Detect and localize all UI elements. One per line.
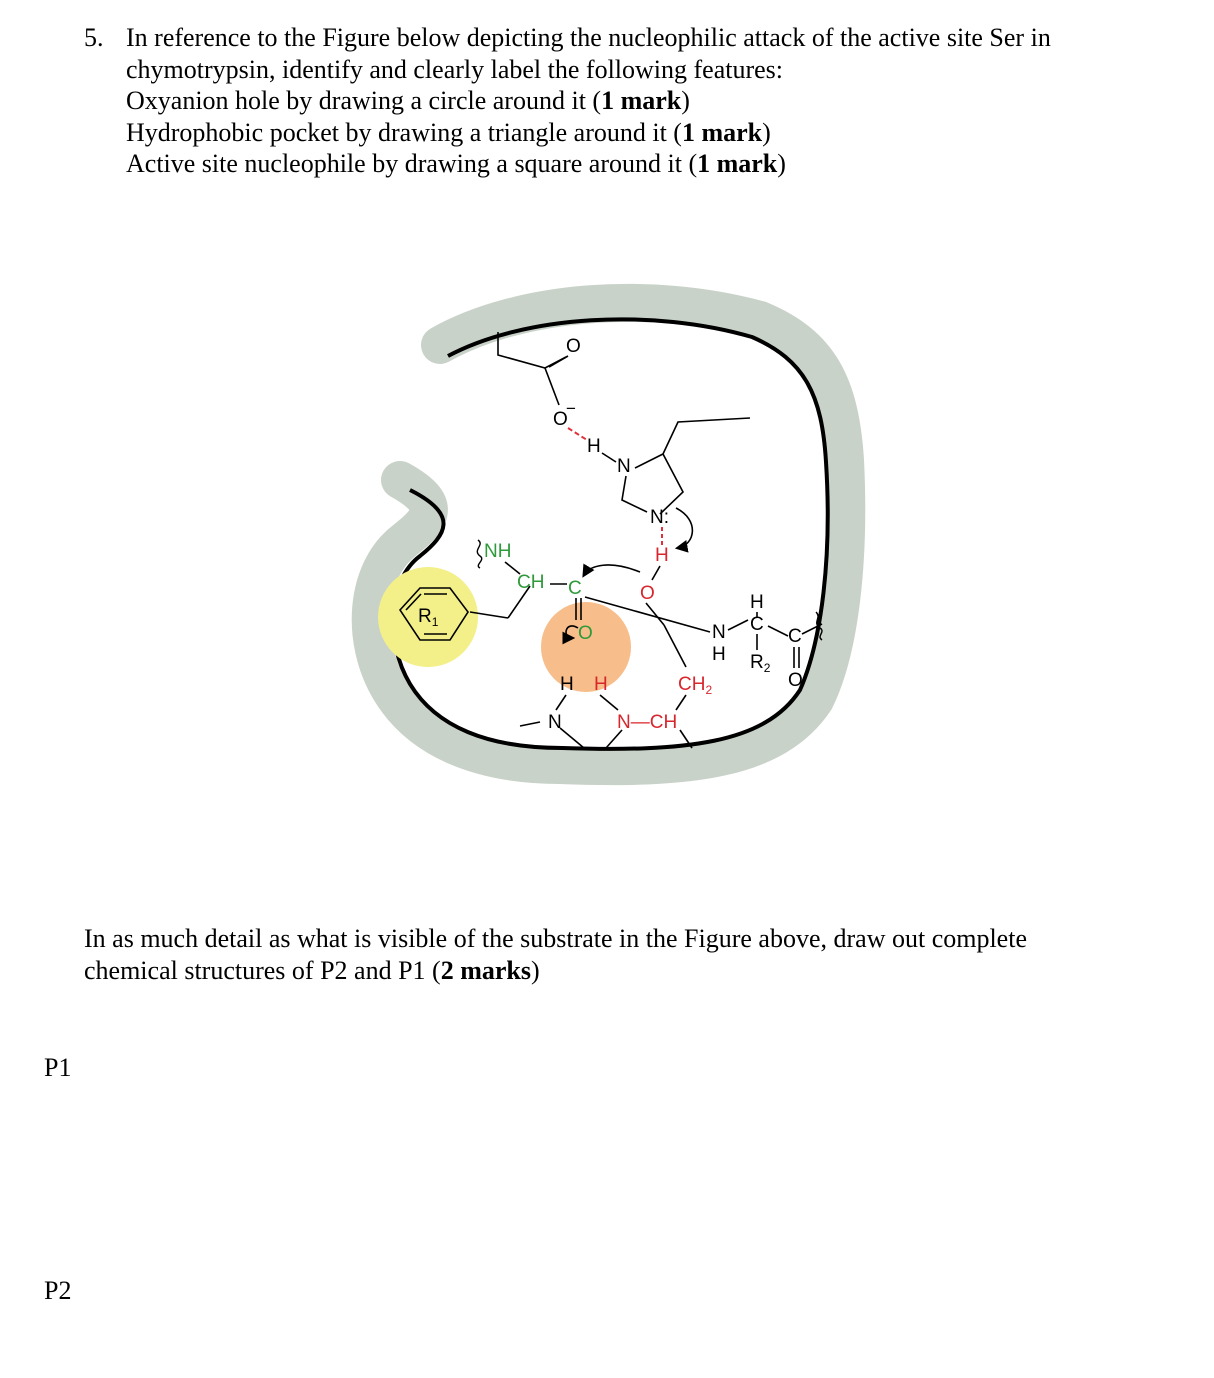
his-nitrogen-lone-pair: N:	[650, 507, 669, 528]
his-nitrogen: N	[617, 456, 631, 477]
asp-carbonyl-oxygen: O	[566, 336, 581, 357]
ser-oxygen-nucleophile: O	[640, 583, 655, 604]
substrate-nh: NH	[484, 541, 512, 562]
task-oxyanion-hole: Oxyanion hole by drawing a circle around it (1 mark)	[126, 86, 690, 116]
squiggle-substrate-n-terminus	[477, 540, 481, 568]
oxyanion-nh-hydrogen-left: H	[560, 674, 574, 695]
leaving-group-nh: H	[712, 644, 726, 665]
backbone-nitrogen-left: N	[548, 712, 562, 733]
backbone-bond-right-down	[606, 730, 622, 748]
mark-value: 2 marks	[440, 955, 531, 985]
subquestion-line-1: In as much detail as what is visible of the substrate in the Figure above, draw out complete	[84, 924, 1027, 953]
mark-value: 1 mark	[681, 117, 763, 147]
answer-label-p2: P2	[44, 1276, 72, 1305]
bond-ch-ch2	[676, 695, 686, 710]
task-hydrophobic-pocket: Hydrophobic pocket by drawing a triangle around it (1 mark)	[126, 117, 771, 147]
minus-sign: −	[566, 399, 576, 418]
p1-prime-carbonyl-oxygen: O	[788, 670, 803, 691]
electron-arrow-ser-attack	[584, 565, 640, 575]
bond-h-n-left	[556, 695, 566, 710]
backbone-bond-left	[520, 722, 540, 726]
task-active-site-nucleophile: Active site nucleophile by drawing a square around it (1 mark)	[126, 149, 786, 179]
question-intro-line-2: chymotrypsin, identify and clearly label the following features:	[126, 54, 784, 84]
leaving-group-nitrogen: N	[712, 622, 726, 643]
asp-residue	[498, 332, 568, 405]
ser-ch2-bond	[664, 625, 686, 667]
subquestion-line-2: chemical structures of P2 and P1 (2 marks)	[84, 955, 540, 985]
oxyanion-hole-highlight	[541, 602, 631, 692]
p1-prime-alpha-carbon: C	[750, 614, 764, 635]
his-hydrogen: H	[587, 436, 601, 457]
r1-label: $R_1$	[418, 606, 439, 629]
ser-backbone-bond	[646, 603, 664, 625]
mark-value: 1 mark	[601, 86, 682, 116]
bond-h-o	[652, 566, 660, 580]
ser-ch2: $CH_2$	[678, 674, 713, 697]
question-number: 5.	[84, 23, 104, 52]
p1-prime-carbonyl-carbon: C	[788, 626, 802, 647]
bond-n-calpha	[728, 620, 748, 630]
r2-label: $R_2$	[750, 652, 771, 675]
hydrogen-bond-asp-his	[568, 428, 587, 440]
question-intro-line-1: In reference to the Figure below depicting the nucleophilic attack of the active site Ser in	[126, 23, 1051, 52]
answer-label-p1: P1	[44, 1053, 72, 1082]
substrate-alpha-ch: CH	[517, 572, 545, 593]
asp-oxygen-minus: O	[553, 409, 568, 430]
backbone-n-ch: N—CH	[617, 712, 678, 733]
alpha-carbon-hydrogen: H	[750, 592, 764, 613]
bond-calpha-c	[768, 626, 788, 636]
substrate-carbonyl-oxygen: O	[578, 623, 593, 644]
electron-arrow-his	[676, 508, 692, 548]
ser-hydrogen: H	[655, 545, 669, 566]
bond-h-n-right	[600, 695, 618, 710]
mark-value: 1 mark	[697, 149, 778, 179]
oxyanion-nh-hydrogen-right: H	[594, 674, 608, 695]
subquestion-text	[84, 923, 1164, 986]
backbone-bond-left-down	[560, 728, 584, 748]
substrate-carbonyl-carbon: C	[568, 578, 582, 599]
